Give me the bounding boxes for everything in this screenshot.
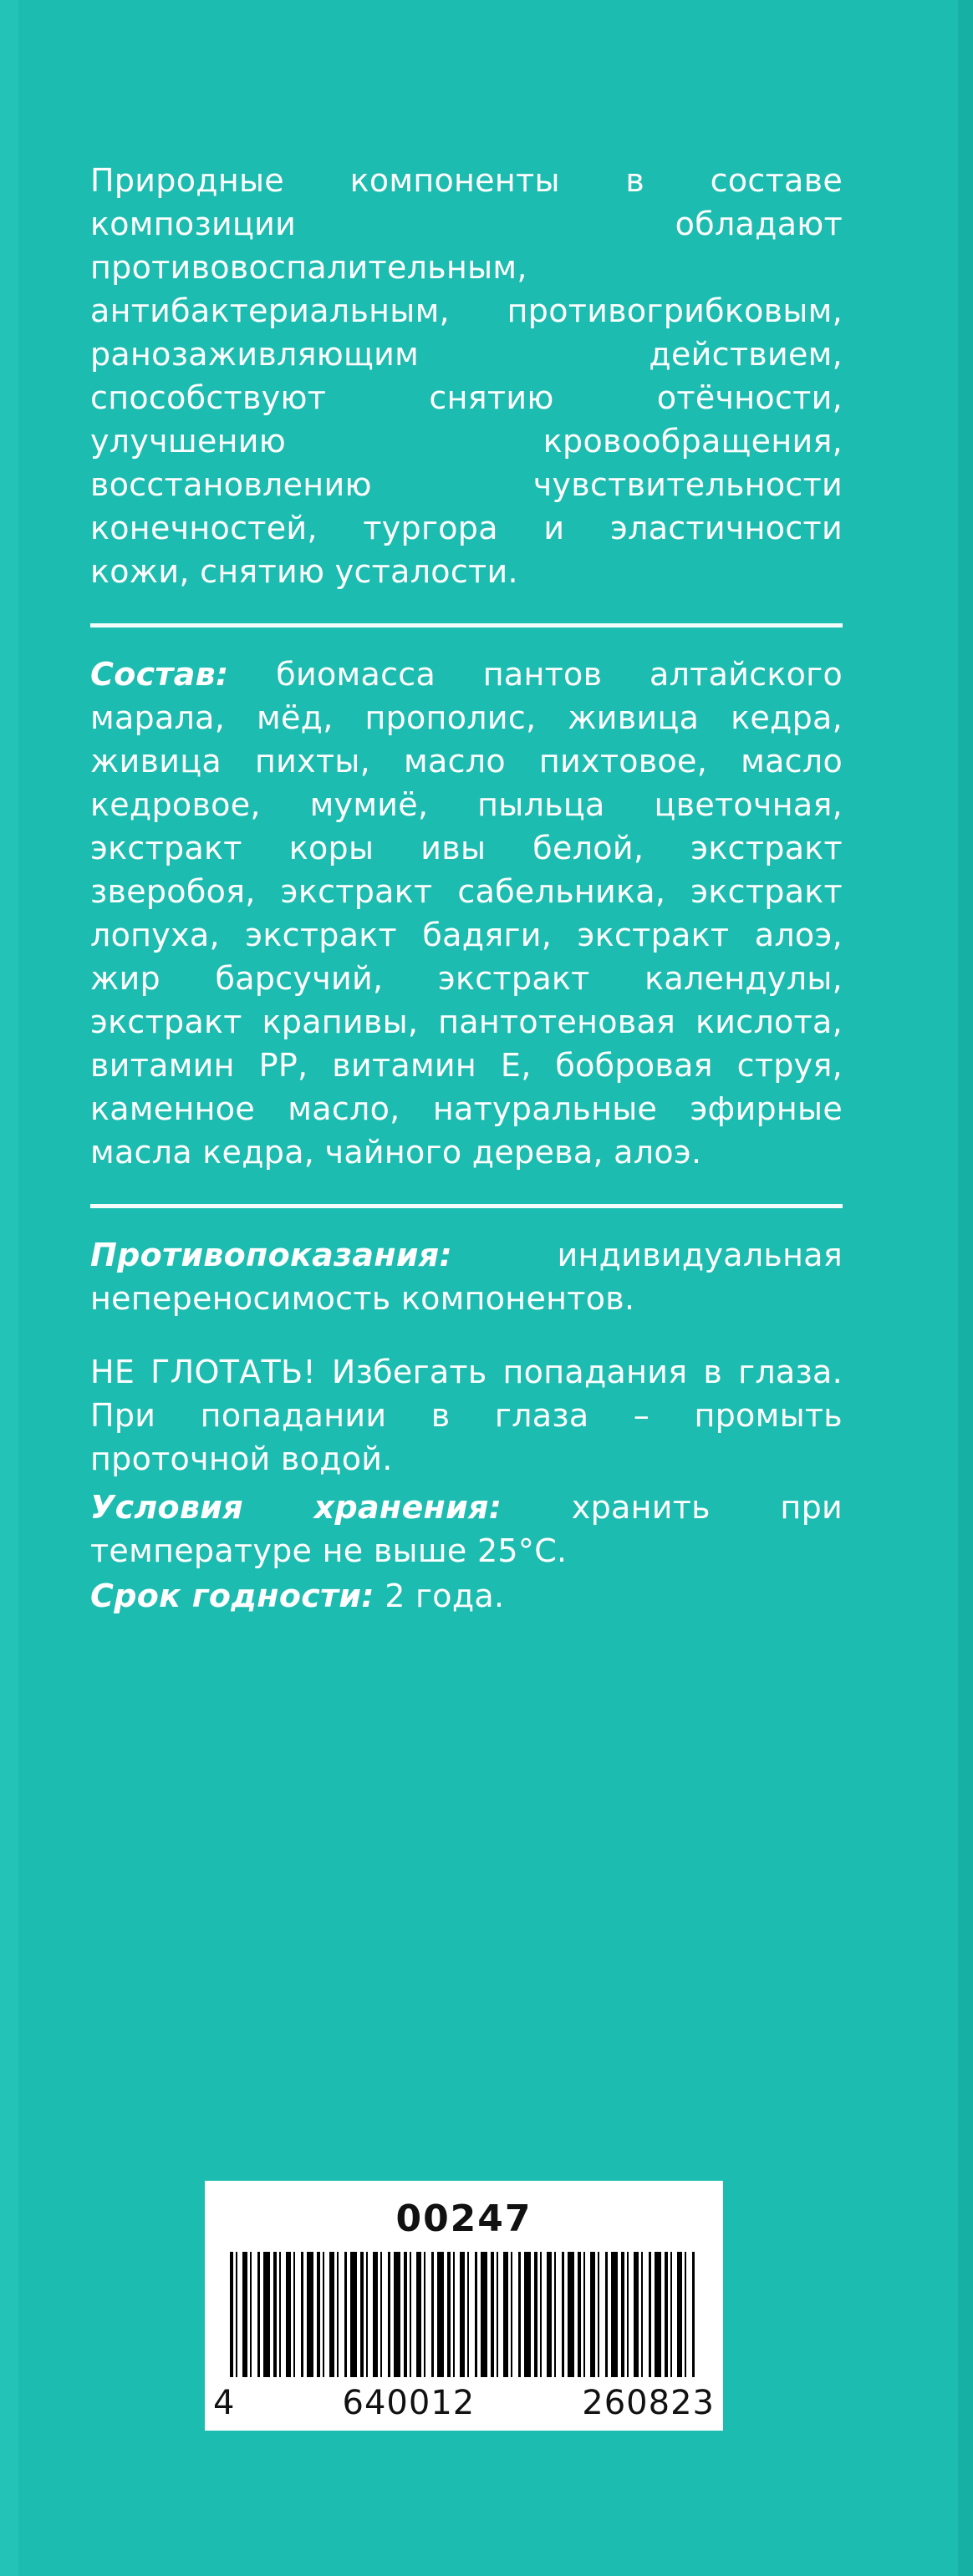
intro-paragraph: Природные компоненты в составе композиции обладают противовоспалительным, антибактериальным, противогрибковым, ранозаживляющим действием, способствуют снятию отёчности, улучшению кровообращения, восстановлению чувствительности конечностей, тургора и эластичности кожи, снятию усталости. (90, 162, 843, 590)
barcode-digits (213, 2384, 715, 2422)
barcode-digit-group-3: 260823 (582, 2384, 715, 2422)
divider-bottom (90, 1204, 843, 1208)
storage-label: Условия хранения: (90, 1489, 502, 1526)
composition-paragraph (90, 653, 843, 1174)
composition-text: биомасса пантов алтайского марала, мёд, прополис, живица кедра, живица пихты, масло пихтовое, масло кедровое, мумиё, пыльца цветочная, экстракт коры ивы белой, экстракт зверобоя, экстракт сабельника, экстракт лопуха, экстракт бадяги, экстракт алоэ, жир барсучий, экстракт календулы, экстракт крапивы, пантотеновая кислота, витамин РР, витамин Е, бобровая струя, каменное масло, натуральные эфирные масла кедра, чайного дерева, алоэ. (90, 656, 843, 1171)
barcode-block (205, 2181, 723, 2431)
package-text-content (90, 159, 843, 1618)
barcode-digit-group-2: 640012 (342, 2384, 476, 2422)
warning-paragraph: НЕ ГЛОТАТЬ! Избегать попадания в глаза. При попадании в глаза – промыть проточной водой. (90, 1354, 843, 1477)
package-left-edge (0, 0, 18, 2576)
composition-label: Состав: (90, 656, 229, 693)
storage-paragraph (90, 1486, 843, 1573)
package-right-edge (958, 0, 973, 2576)
shelf-life-label: Срок годности: (90, 1578, 374, 1614)
contraindications-label: Противопоказания: (90, 1237, 453, 1273)
barcode-bars (230, 2252, 698, 2377)
contraindications-paragraph (90, 1233, 843, 1320)
shelf-life-paragraph (90, 1574, 843, 1618)
storage-text: хранить при температуре не выше 25°С. (90, 1489, 843, 1569)
article-number: 00247 (395, 2197, 532, 2240)
shelf-life-text: 2 года. (374, 1578, 505, 1614)
barcode-digit-group-1: 4 (213, 2384, 236, 2422)
divider-top (90, 623, 843, 627)
contraindications-text: индивидуальная непереносимость компонентов. (90, 1237, 843, 1317)
